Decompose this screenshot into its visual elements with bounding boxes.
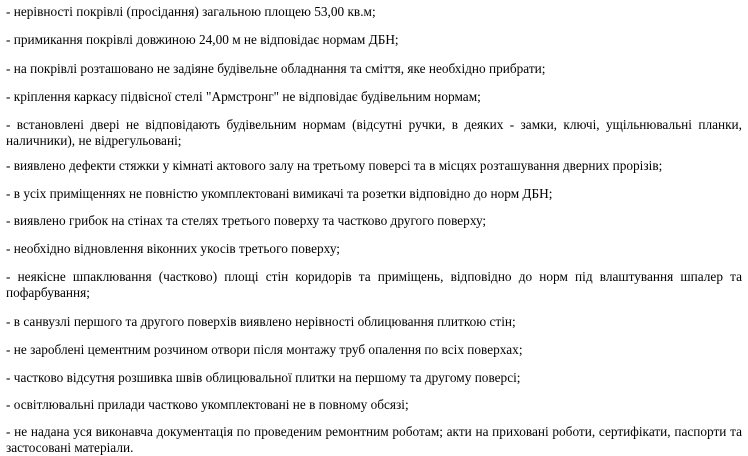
defect-item-switches-sockets: - в усіх приміщеннях не повністю укомплектовані вимикачі та розетки відповідно до норм ДБН;: [6, 186, 553, 201]
defect-item-fungus: - виявлено грибок на стінах та стелях третього поверху та частково другого поверху;: [6, 213, 487, 228]
defect-item-window-slopes: - необхідно відновлення віконних укосів третього поверху;: [6, 241, 340, 256]
defect-item-documentation: - не надана уся виконавча документація по проведеним ремонтним роботам; акти на приховані роботи, сертифікати, паспорти та застосовані матеріали.: [6, 424, 742, 455]
defect-item-plastering: - неякісне шпаклювання (частково) площі стін коридорів та приміщень, відповідно до норм під влаштування шпалер та пофарбування;: [6, 269, 742, 300]
defect-item-bathroom-tiles: - в санвузлі першого та другого поверхів виявлено нерівності облицювання плиткою стін;: [6, 314, 516, 329]
defect-item-roof-junction: - примикання покрівлі довжиною 24,00 м не відповідає нормам ДБН;: [6, 32, 399, 47]
defect-item-ceiling-frame: - кріплення каркасу підвісної стелі "Армстронг" не відповідає будівельним нормам;: [6, 89, 481, 104]
defect-item-tile-joints: - частково відсутня розшивка швів облицювальної плитки на першому та другому поверсі;: [6, 370, 521, 385]
defect-item-screed: - виявлено дефекти стяжки у кімнаті актового залу на третьому поверсі та в місцях розташування дверних прорізів;: [6, 158, 663, 173]
defect-item-pipe-openings: - не зароблені цементним розчином отвори після монтажу труб опалення по всіх поверхах;: [6, 342, 523, 357]
defect-item-roof-equipment: - на покрівлі розташовано не задіяне будівельне обладнання та сміття, яке необхідно прибрати;: [6, 61, 546, 76]
defect-item-roof-unevenness: - нерівності покрівлі (просідання) загальною площею 53,00 кв.м;: [6, 4, 376, 19]
defect-item-doors: - встановлені двері не відповідають будівельним нормам (відсутні ручки, в деяких - замки, ключі, ущільнювальні планки, наличники), не відрегульовані;: [6, 117, 742, 148]
defect-item-lighting: - освітлювальні прилади частково укомплектовані не в повному обсязі;: [6, 397, 409, 412]
